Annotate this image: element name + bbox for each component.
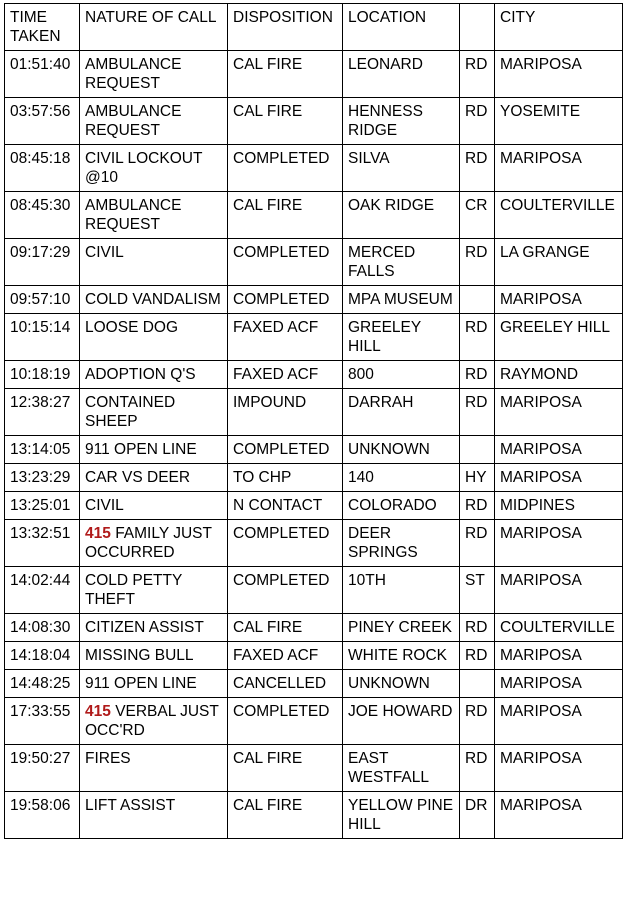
nature-text: FIRES <box>85 750 131 767</box>
nature-text: AMBULANCE REQUEST <box>85 56 182 92</box>
table-row <box>5 464 623 492</box>
nature-text: CITIZEN ASSIST <box>85 619 204 636</box>
cell-nature-of-call <box>80 145 228 192</box>
cell-time-taken: 14:48:25 <box>5 670 80 698</box>
cell-time-taken: 09:57:10 <box>5 286 80 314</box>
cell-disposition: COMPLETED <box>228 436 343 464</box>
cell-city: MARIPOSA <box>495 286 623 314</box>
cell-nature-of-call <box>80 792 228 839</box>
cell-disposition: FAXED ACF <box>228 314 343 361</box>
cell-suffix: RD <box>460 642 495 670</box>
table-row <box>5 698 623 745</box>
call-log-body <box>5 51 623 839</box>
cell-nature-of-call <box>80 314 228 361</box>
cell-disposition: COMPLETED <box>228 286 343 314</box>
table-row <box>5 614 623 642</box>
cell-disposition: FAXED ACF <box>228 642 343 670</box>
cell-time-taken: 10:18:19 <box>5 361 80 389</box>
cell-city: RAYMOND <box>495 361 623 389</box>
cell-nature-of-call <box>80 520 228 567</box>
cell-city: MARIPOSA <box>495 464 623 492</box>
cell-nature-of-call <box>80 98 228 145</box>
cell-time-taken: 10:15:14 <box>5 314 80 361</box>
cell-disposition: CAL FIRE <box>228 192 343 239</box>
header-suffix <box>460 4 495 51</box>
table-row <box>5 286 623 314</box>
cell-nature-of-call <box>80 192 228 239</box>
cell-location: 10TH <box>343 567 460 614</box>
header-disposition: DISPOSITION <box>228 4 343 51</box>
cell-location: 140 <box>343 464 460 492</box>
cell-time-taken: 03:57:56 <box>5 98 80 145</box>
cell-disposition: CANCELLED <box>228 670 343 698</box>
cell-time-taken: 13:23:29 <box>5 464 80 492</box>
cell-location: UNKNOWN <box>343 670 460 698</box>
cell-time-taken: 13:14:05 <box>5 436 80 464</box>
cell-suffix: RD <box>460 51 495 98</box>
cell-suffix: RD <box>460 145 495 192</box>
cell-nature-of-call <box>80 492 228 520</box>
cell-time-taken: 08:45:18 <box>5 145 80 192</box>
table-row <box>5 145 623 192</box>
call-log-table <box>4 3 623 839</box>
cell-suffix: RD <box>460 492 495 520</box>
cell-location: HENNESS RIDGE <box>343 98 460 145</box>
cell-city: MARIPOSA <box>495 389 623 436</box>
header-nature-of-call: NATURE OF CALL <box>80 4 228 51</box>
cell-nature-of-call <box>80 745 228 792</box>
cell-disposition: COMPLETED <box>228 520 343 567</box>
cell-suffix: RD <box>460 745 495 792</box>
cell-location: OAK RIDGE <box>343 192 460 239</box>
table-row <box>5 670 623 698</box>
cell-time-taken: 13:32:51 <box>5 520 80 567</box>
call-code: 415 <box>85 525 111 542</box>
cell-city: MARIPOSA <box>495 51 623 98</box>
nature-text: COLD VANDALISM <box>85 291 221 308</box>
cell-time-taken: 01:51:40 <box>5 51 80 98</box>
cell-suffix: RD <box>460 314 495 361</box>
header-location: LOCATION <box>343 4 460 51</box>
cell-nature-of-call <box>80 436 228 464</box>
cell-time-taken: 09:17:29 <box>5 239 80 286</box>
table-row <box>5 492 623 520</box>
cell-suffix: RD <box>460 361 495 389</box>
cell-location: MERCED FALLS <box>343 239 460 286</box>
cell-city: MARIPOSA <box>495 436 623 464</box>
cell-city: MARIPOSA <box>495 145 623 192</box>
cell-disposition: CAL FIRE <box>228 98 343 145</box>
cell-suffix <box>460 670 495 698</box>
cell-disposition: COMPLETED <box>228 698 343 745</box>
nature-text: CIVIL <box>85 497 124 514</box>
cell-city: MARIPOSA <box>495 567 623 614</box>
cell-nature-of-call <box>80 670 228 698</box>
cell-time-taken: 19:50:27 <box>5 745 80 792</box>
cell-nature-of-call <box>80 361 228 389</box>
nature-text: MISSING BULL <box>85 647 194 664</box>
table-row <box>5 436 623 464</box>
cell-disposition: COMPLETED <box>228 239 343 286</box>
cell-time-taken: 13:25:01 <box>5 492 80 520</box>
cell-suffix <box>460 286 495 314</box>
cell-location: LEONARD <box>343 51 460 98</box>
nature-text: FAMILY JUST OCCURRED <box>85 525 212 561</box>
cell-location: DEER SPRINGS <box>343 520 460 567</box>
cell-city: MARIPOSA <box>495 792 623 839</box>
cell-suffix: RD <box>460 614 495 642</box>
cell-city: MARIPOSA <box>495 642 623 670</box>
cell-time-taken: 12:38:27 <box>5 389 80 436</box>
nature-text: AMBULANCE REQUEST <box>85 103 182 139</box>
cell-location: EAST WESTFALL <box>343 745 460 792</box>
cell-disposition: IMPOUND <box>228 389 343 436</box>
cell-time-taken: 14:08:30 <box>5 614 80 642</box>
cell-location: WHITE ROCK <box>343 642 460 670</box>
cell-disposition: TO CHP <box>228 464 343 492</box>
header-city: CITY <box>495 4 623 51</box>
nature-text: COLD PETTY THEFT <box>85 572 183 608</box>
cell-nature-of-call <box>80 389 228 436</box>
nature-text: LIFT ASSIST <box>85 797 176 814</box>
cell-disposition: COMPLETED <box>228 567 343 614</box>
cell-nature-of-call <box>80 286 228 314</box>
cell-nature-of-call <box>80 698 228 745</box>
cell-disposition: N CONTACT <box>228 492 343 520</box>
nature-text: LOOSE DOG <box>85 319 179 336</box>
cell-location: GREELEY HILL <box>343 314 460 361</box>
cell-city: YOSEMITE <box>495 98 623 145</box>
cell-suffix: RD <box>460 98 495 145</box>
cell-city: MIDPINES <box>495 492 623 520</box>
cell-suffix: CR <box>460 192 495 239</box>
cell-suffix: DR <box>460 792 495 839</box>
cell-nature-of-call <box>80 239 228 286</box>
cell-disposition: CAL FIRE <box>228 51 343 98</box>
nature-text: VERBAL JUST OCC'RD <box>85 703 219 739</box>
cell-city: MARIPOSA <box>495 698 623 745</box>
cell-suffix: HY <box>460 464 495 492</box>
cell-disposition: COMPLETED <box>228 145 343 192</box>
table-row <box>5 51 623 98</box>
table-row <box>5 745 623 792</box>
cell-nature-of-call <box>80 614 228 642</box>
cell-time-taken: 17:33:55 <box>5 698 80 745</box>
cell-suffix: RD <box>460 239 495 286</box>
nature-text: 911 OPEN LINE <box>85 675 197 692</box>
table-row <box>5 239 623 286</box>
table-row <box>5 520 623 567</box>
cell-city: COULTERVILLE <box>495 192 623 239</box>
cell-nature-of-call <box>80 51 228 98</box>
header-row <box>5 4 623 51</box>
cell-time-taken: 14:18:04 <box>5 642 80 670</box>
cell-disposition: FAXED ACF <box>228 361 343 389</box>
cell-suffix <box>460 436 495 464</box>
header-time-taken: TIME TAKEN <box>5 4 80 51</box>
cell-location: 800 <box>343 361 460 389</box>
cell-time-taken: 19:58:06 <box>5 792 80 839</box>
cell-disposition: CAL FIRE <box>228 614 343 642</box>
table-row <box>5 792 623 839</box>
cell-city: MARIPOSA <box>495 745 623 792</box>
cell-city: MARIPOSA <box>495 520 623 567</box>
table-row <box>5 314 623 361</box>
table-row <box>5 389 623 436</box>
cell-city: GREELEY HILL <box>495 314 623 361</box>
cell-time-taken: 08:45:30 <box>5 192 80 239</box>
cell-location: UNKNOWN <box>343 436 460 464</box>
nature-text: CIVIL LOCKOUT @10 <box>85 150 203 186</box>
cell-city: LA GRANGE <box>495 239 623 286</box>
nature-text: AMBULANCE REQUEST <box>85 197 182 233</box>
table-row <box>5 98 623 145</box>
cell-disposition: CAL FIRE <box>228 745 343 792</box>
cell-location: DARRAH <box>343 389 460 436</box>
table-row <box>5 642 623 670</box>
cell-city: COULTERVILLE <box>495 614 623 642</box>
nature-text: CAR VS DEER <box>85 469 191 486</box>
nature-text: ADOPTION Q'S <box>85 366 196 383</box>
cell-nature-of-call <box>80 567 228 614</box>
cell-location: PINEY CREEK <box>343 614 460 642</box>
cell-time-taken: 14:02:44 <box>5 567 80 614</box>
cell-location: SILVA <box>343 145 460 192</box>
cell-suffix: RD <box>460 520 495 567</box>
cell-suffix: RD <box>460 698 495 745</box>
cell-location: COLORADO <box>343 492 460 520</box>
cell-suffix: ST <box>460 567 495 614</box>
table-row <box>5 361 623 389</box>
cell-suffix: RD <box>460 389 495 436</box>
cell-disposition: CAL FIRE <box>228 792 343 839</box>
cell-nature-of-call <box>80 642 228 670</box>
cell-location: MPA MUSEUM <box>343 286 460 314</box>
nature-text: CIVIL <box>85 244 124 261</box>
nature-text: CONTAINED SHEEP <box>85 394 176 430</box>
table-row <box>5 567 623 614</box>
cell-location: JOE HOWARD <box>343 698 460 745</box>
table-row <box>5 192 623 239</box>
call-code: 415 <box>85 703 111 720</box>
cell-location: YELLOW PINE HILL <box>343 792 460 839</box>
cell-city: MARIPOSA <box>495 670 623 698</box>
nature-text: 911 OPEN LINE <box>85 441 197 458</box>
cell-nature-of-call <box>80 464 228 492</box>
